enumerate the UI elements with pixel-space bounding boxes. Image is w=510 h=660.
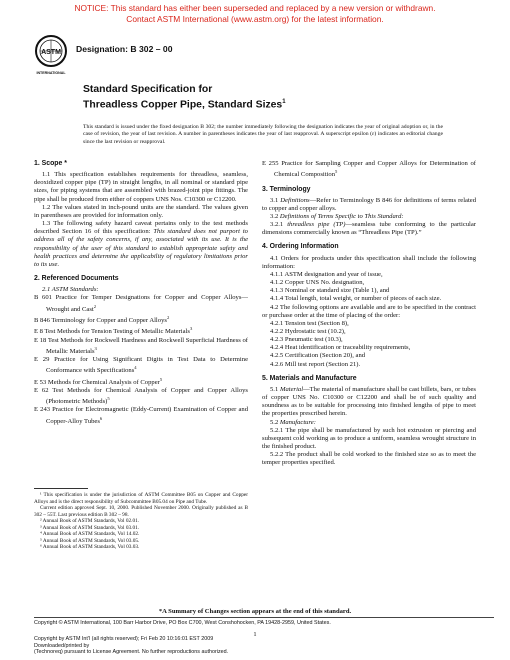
p5-1-italic: Material: [279, 385, 304, 393]
footnote: ² Annual Book of ASTM Standards, Vol 02.01.: [40, 518, 140, 524]
option-item: 4.2.5 Certification (Section 20), and: [270, 352, 366, 360]
reference-list: [34, 294, 248, 426]
reference-footnote-ref: 3: [189, 326, 193, 332]
withdrawn-notice: [0, 3, 510, 24]
reference-item: [34, 294, 248, 314]
footnote: ⁵ Annual Book of ASTM Standards, Vol 03.05.: [40, 537, 140, 544]
option-item: 4.2.4 Heat identification or traceability requirements,: [270, 344, 411, 352]
notice-line-1: NOTICE: This standard has either been superseded and replaced by a new version or withdrawn.: [74, 3, 436, 13]
right-column: [262, 160, 476, 468]
title-footnote-ref: 1: [282, 99, 286, 105]
notice-line-2: Contact ASTM International (www.astm.org) for the latest information.: [126, 13, 384, 24]
option-item: 4.2.1 Tension test (Section 8),: [270, 319, 349, 327]
reference-footnote-ref: 2: [93, 303, 97, 309]
paragraph-4-1: 4.1 Orders for products under this specification shall include the following information:: [262, 254, 476, 270]
terminology-heading: 3. Terminology: [262, 185, 311, 193]
paragraph-1-3-text: 1.3 The following safety hazard caveat pertains only to the test methods described Section 16 of this specification:: [34, 220, 248, 236]
reference-footnote-ref: 5: [159, 376, 163, 382]
paragraph-5-2-1: 5.2.1 The pipe shall be manufactured by such hot extrusion or piercing and subsequent cold working as to produce a uniform, seamless wrought structure in the finished product.: [262, 426, 476, 451]
reference-e255-text: E 255 Practice for Sampling Copper and Copper Alloys for Determination of Chemical Composition: [262, 160, 476, 179]
reference-item: [34, 376, 248, 387]
paragraph-5-1: [262, 386, 476, 419]
order-item: 4.1.2 Copper UNS No. designation,: [270, 279, 365, 287]
p5-1-num: 5.1: [270, 385, 280, 393]
p3-2-1-num: 3.2.1: [270, 221, 288, 229]
astm-logo-icon: [34, 34, 68, 78]
reference-text: E 29 Practice for Using Significant Digits in Test Data to Determine Conformance with Specifications: [34, 356, 248, 375]
p5-1-text: —The material of manufacture shall be cast billets, bars, or tubes of copper UNS No. C10300 or C12200 and shall be of such quality and soundness as to be suitable for processing into finished lengths of pipe to meet the properties prescribed herein.: [262, 385, 476, 418]
footnote: ⁴ Annual Book of ASTM Standards, Vol 14.02.: [40, 531, 140, 537]
title-line-1: Standard Specification for: [83, 84, 213, 95]
footnote: ⁶ Annual Book of ASTM Standards, Vol 03.03.: [40, 544, 140, 550]
reference-item: [34, 387, 248, 407]
reference-item: [34, 314, 248, 325]
reference-footnote-ref: 3: [94, 345, 97, 351]
order-item: 4.1.1 ASTM designation and year of issue,: [270, 270, 383, 278]
reference-text: B 601 Practice for Temper Designations for Copper and Copper Alloys—Wrought and Cast: [34, 294, 248, 313]
download-notice: [34, 636, 228, 656]
designation: Designation: B 302 – 00: [76, 44, 173, 54]
summary-of-changes-note: *A Summary of Changes section appears at the end of this standard.: [158, 608, 352, 615]
reference-text: B 846 Terminology for Copper and Copper Alloys: [34, 317, 167, 325]
issued-note: This standard is issued under the fixed designation B 302; the number immediately following the designation indicates the year of original adoption or, in the case of revision, the year of last revision. A number in parentheses indicates the year of last reapproval. A superscript epsilon (ε) indicates an editorial change since the last revision or reapproval.: [83, 124, 443, 145]
logo-subtext: INTERNATIONAL: [36, 71, 66, 75]
footnote: ¹ This specification is under the jurisdiction of ASTM Committee B05 on Copper and Copper Alloys and is the direct responsibility of Subcommittee B05.04 on Pipe and Tube.: [34, 492, 248, 505]
order-items: [262, 271, 476, 304]
paragraph-3-2-1: [262, 221, 476, 237]
reference-text: E 243 Practice for Electromagnetic (Eddy-Current) Examination of Copper and Copper-Alloy Tubes: [34, 406, 248, 425]
document-title: [83, 84, 286, 111]
safety-caveat: This standard does not purport to address all of the safety concerns, if any, associated with its use. It is the responsibility of the user of this standard to establish appropriate safety and health practices and determine the applicability of regulatory limitations prior to its use.: [34, 228, 248, 268]
download-line-1: Copyright by ASTM Int'l (all rights reserved); Fri Feb 20 10:16:01 EST 2009: [34, 636, 214, 642]
referenced-documents-heading: 2. Referenced Documents: [34, 275, 119, 283]
reference-text: E 53 Methods for Chemical Analysis of Copper: [34, 378, 160, 386]
p3-2-1-text: —seamless tube conforming to the particular dimensions commercially known as “Threadless Pipe (TP).”: [262, 221, 476, 237]
p5-2-num: 5.2: [270, 418, 280, 426]
logo-text: ASTM: [41, 49, 61, 56]
p3-1-italic: Definitions: [280, 196, 310, 204]
copyright-line: Copyright © ASTM International, 100 Barr Harbor Drive, PO Box C700, West Conshohocken, PA 19428-2959, United States.: [34, 617, 494, 626]
materials-heading: 5. Materials and Manufacture: [262, 374, 357, 382]
order-item: 4.1.4 Total length, total weight, or number of pieces of each size.: [270, 295, 442, 303]
download-line-3: (Technoreq) pursuant to License Agreement. No further reproductions authorized.: [34, 649, 229, 655]
reference-text: E 8 Test Methods for Tension Testing of Metallic Materials: [34, 328, 190, 336]
footnote: Current edition approved Sept. 10, 2000. Published November 2000. Originally published as B 302 – 55T. Last previous edition B 302 – 98.: [34, 505, 248, 518]
title-line-2: Threadless Copper Pipe, Standard Sizes: [83, 99, 283, 111]
reference-e255: [262, 160, 476, 180]
footnotes: [34, 488, 248, 551]
p3-2-1-italic: threadless pipe (TP): [287, 221, 346, 229]
page-number: 1: [253, 631, 257, 638]
reference-footnote-ref: 6: [99, 415, 103, 421]
reference-item: [34, 356, 248, 376]
footnote-list: [34, 492, 248, 551]
paragraph-4-2: 4.2 The following options are available and are to be specified in the contract or purchase order at the time of placing of the order:: [262, 303, 476, 319]
reference-e255-sup: 5: [335, 169, 338, 175]
scope-heading: 1. Scope *: [34, 160, 67, 167]
footnote-rule: [34, 488, 88, 489]
reference-item: [34, 406, 248, 426]
p5-2-italic: Manufacture:: [279, 418, 316, 426]
p3-1-num: 3.1: [270, 196, 281, 204]
p3-2-italic: Definitions of Terms Specific to This Standard:: [279, 212, 404, 220]
paragraph-1-3: [34, 220, 248, 269]
paragraph-2-1: [34, 286, 248, 294]
paragraph-3-1: [262, 197, 476, 213]
option-item: 4.2.2 Hydrostatic test (10.2),: [270, 328, 346, 335]
paragraph-1-2: 1.2 The values stated in inch-pound units are the standard. The values given in parentheses are provided for information only.: [34, 203, 248, 219]
ordering-heading: 4. Ordering Information: [262, 243, 339, 251]
reference-item: [34, 337, 248, 357]
option-item: 4.2.6 Mill test report (Section 21).: [270, 360, 361, 368]
paragraph-5-2: [262, 419, 476, 427]
left-column: [34, 160, 248, 426]
download-line-2: Downloaded/printed by: [34, 642, 90, 649]
reference-footnote-ref: 5: [107, 396, 110, 402]
reference-footnote-ref: 2: [166, 314, 170, 320]
reference-text: E 18 Test Methods for Rockwell Hardness and Rockwell Superficial Hardness of Metallic Materials: [34, 336, 248, 355]
p3-2-num: 3.2: [270, 212, 280, 220]
paragraph-1-1: 1.1 This specification establishes requirements for threadless, seamless, deoxidized copper pipe (TP) in straight lengths, in all nominal or standard pipe sizes, for piping systems that are assembled with brazed-joint pipe fittings. The pipe shall be produced from either of coppers UNS Nos. C10300 or C12200.: [34, 171, 248, 203]
option-item: 4.2.3 Pneumatic test (10.3),: [270, 336, 343, 344]
p3-1-text: —Refer to Terminology B 846 for definitions of terms related to copper and copper alloys.: [262, 196, 477, 212]
paragraph-3-2: [262, 213, 476, 221]
footnote: ³ Annual Book of ASTM Standards, Vol 03.01.: [40, 524, 140, 531]
reference-text: E 62 Test Methods for Chemical Analysis of Copper and Copper Alloys (Photometric Methods): [34, 386, 248, 406]
option-items: [262, 320, 476, 369]
astm-standards-label: 2.1 ASTM Standards:: [42, 286, 99, 294]
reference-item: [34, 325, 248, 336]
reference-footnote-ref: 4: [134, 365, 137, 371]
order-item: 4.1.3 Nominal or standard size (Table 1), and: [270, 287, 390, 295]
paragraph-5-2-2: 5.2.2 The product shall be cold worked to the finished size so as to meet the temper properties specified.: [262, 451, 476, 467]
